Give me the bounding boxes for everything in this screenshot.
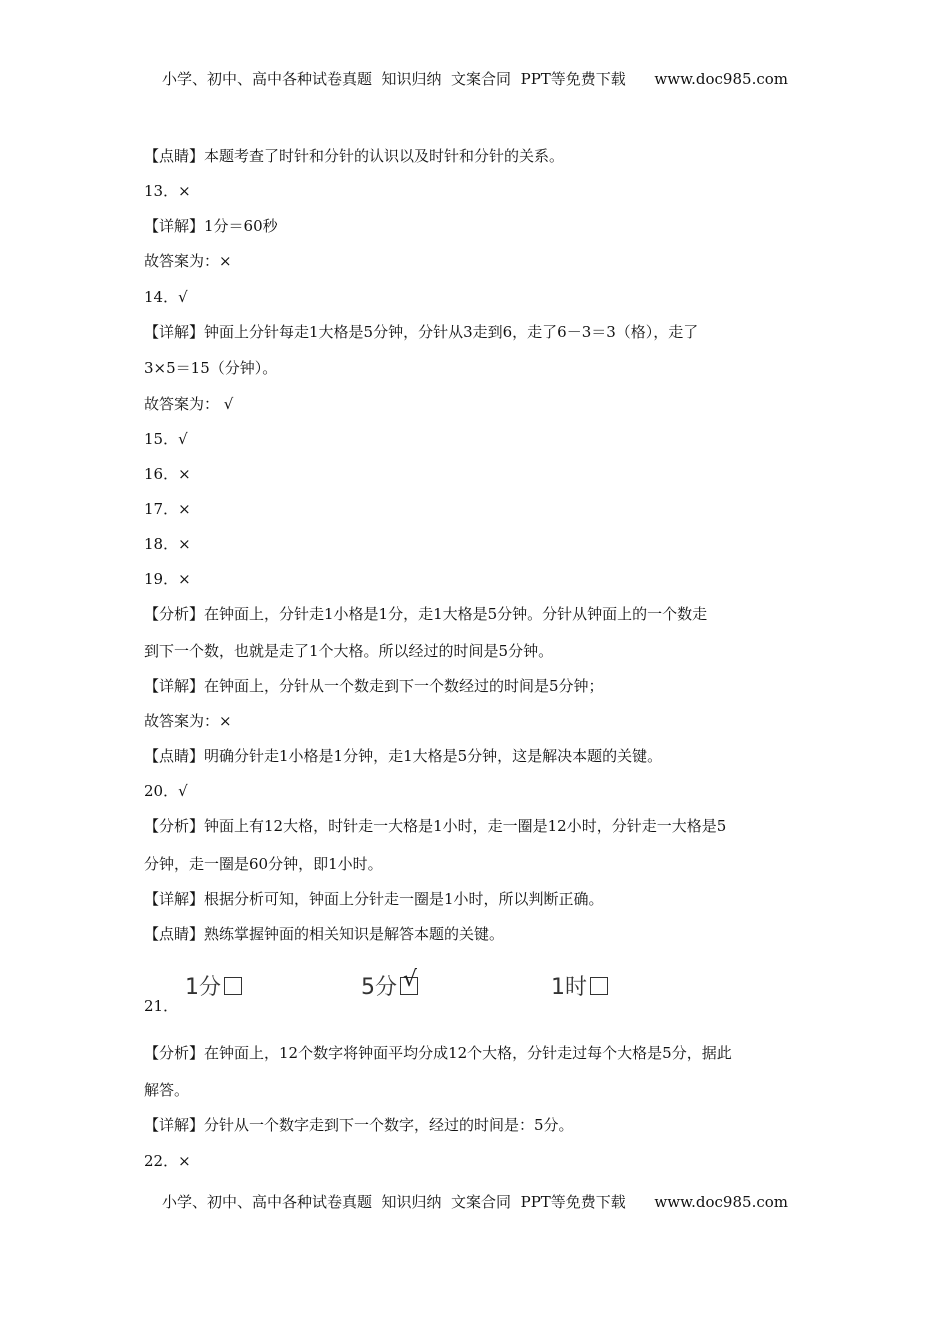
option-label: 1时 xyxy=(551,975,587,1000)
text-line: 【详解】在钟面上，分针从一个数走到下一个数经过的时间是5分钟； xyxy=(144,677,604,695)
answer-options xyxy=(185,967,685,1006)
option-label: 1分 xyxy=(185,975,221,1000)
option-1-hour xyxy=(551,970,608,1001)
page-footer: 小学、初中、高中各种试卷真题 知识归纳 文案合同 PPT等免费下载 www.doc985.com xyxy=(161,1193,788,1211)
text-line: 故答案为：× xyxy=(144,252,232,270)
check-mark-icon: √ xyxy=(403,967,418,992)
text-line: 【分析】钟面上有12大格，时针走一大格是1小时，走一圈是12小时，分针走一大格是5 xyxy=(144,817,727,835)
text-line: 【点睛】熟练掌握钟面的相关知识是解答本题的关键。 xyxy=(144,925,505,943)
text-line: 【详解】分针从一个数字走到下一个数字，经过的时间是：5分。 xyxy=(144,1116,574,1134)
answer-15: 15．√ xyxy=(144,430,188,448)
page-header: 小学、初中、高中各种试卷真题 知识归纳 文案合同 PPT等免费下载 www.doc985.com xyxy=(161,70,788,88)
answer-14: 14．√ xyxy=(144,288,188,306)
answer-13: 13．× xyxy=(144,182,191,200)
text-line: 【分析】在钟面上，分针走1小格是1分，走1大格是5分钟。分针从钟面上的一个数走 xyxy=(144,605,708,623)
answer-22: 22．× xyxy=(144,1152,191,1170)
answer-19: 19．× xyxy=(144,570,191,588)
text-line: 【详解】1分＝60秒 xyxy=(144,217,278,235)
text-line: 故答案为： √ xyxy=(144,395,234,413)
answer-20: 20．√ xyxy=(144,782,188,800)
checkbox-checked xyxy=(400,967,418,995)
option-1-minute xyxy=(185,970,242,1001)
text-line: 【点睛】本题考查了时针和分针的认识以及时针和分针的关系。 xyxy=(144,147,565,165)
answer-21: 21． xyxy=(144,997,179,1015)
text-line: 分钟，走一圈是60分钟，即1小时。 xyxy=(144,855,383,873)
option-label: 5分 xyxy=(361,975,397,1000)
answer-16: 16．× xyxy=(144,465,191,483)
option-5-minutes xyxy=(361,967,418,1001)
answer-18: 18．× xyxy=(144,535,191,553)
text-line: 【详解】钟面上分针每走1大格是5分钟，分针从3走到6，走了6－3＝3（格），走了 xyxy=(144,323,699,341)
answer-17: 17．× xyxy=(144,500,191,518)
text-line: 【详解】根据分析可知，钟面上分针走一圈是1小时，所以判断正确。 xyxy=(144,890,604,908)
text-line: 解答。 xyxy=(144,1081,190,1099)
checkbox xyxy=(590,977,608,995)
text-line: 【分析】在钟面上，12个数字将钟面平均分成12个大格，分针走过每个大格是5分，据此 xyxy=(144,1044,732,1062)
text-line: 到下一个数，也就是走了1个大格。所以经过的时间是5分钟。 xyxy=(144,642,554,660)
text-line: 3×5＝15（分钟）。 xyxy=(144,359,278,377)
text-line: 【点睛】明确分针走1小格是1分钟，走1大格是5分钟，这是解决本题的关键。 xyxy=(144,747,663,765)
text-line: 故答案为：× xyxy=(144,712,232,730)
checkbox xyxy=(224,977,242,995)
